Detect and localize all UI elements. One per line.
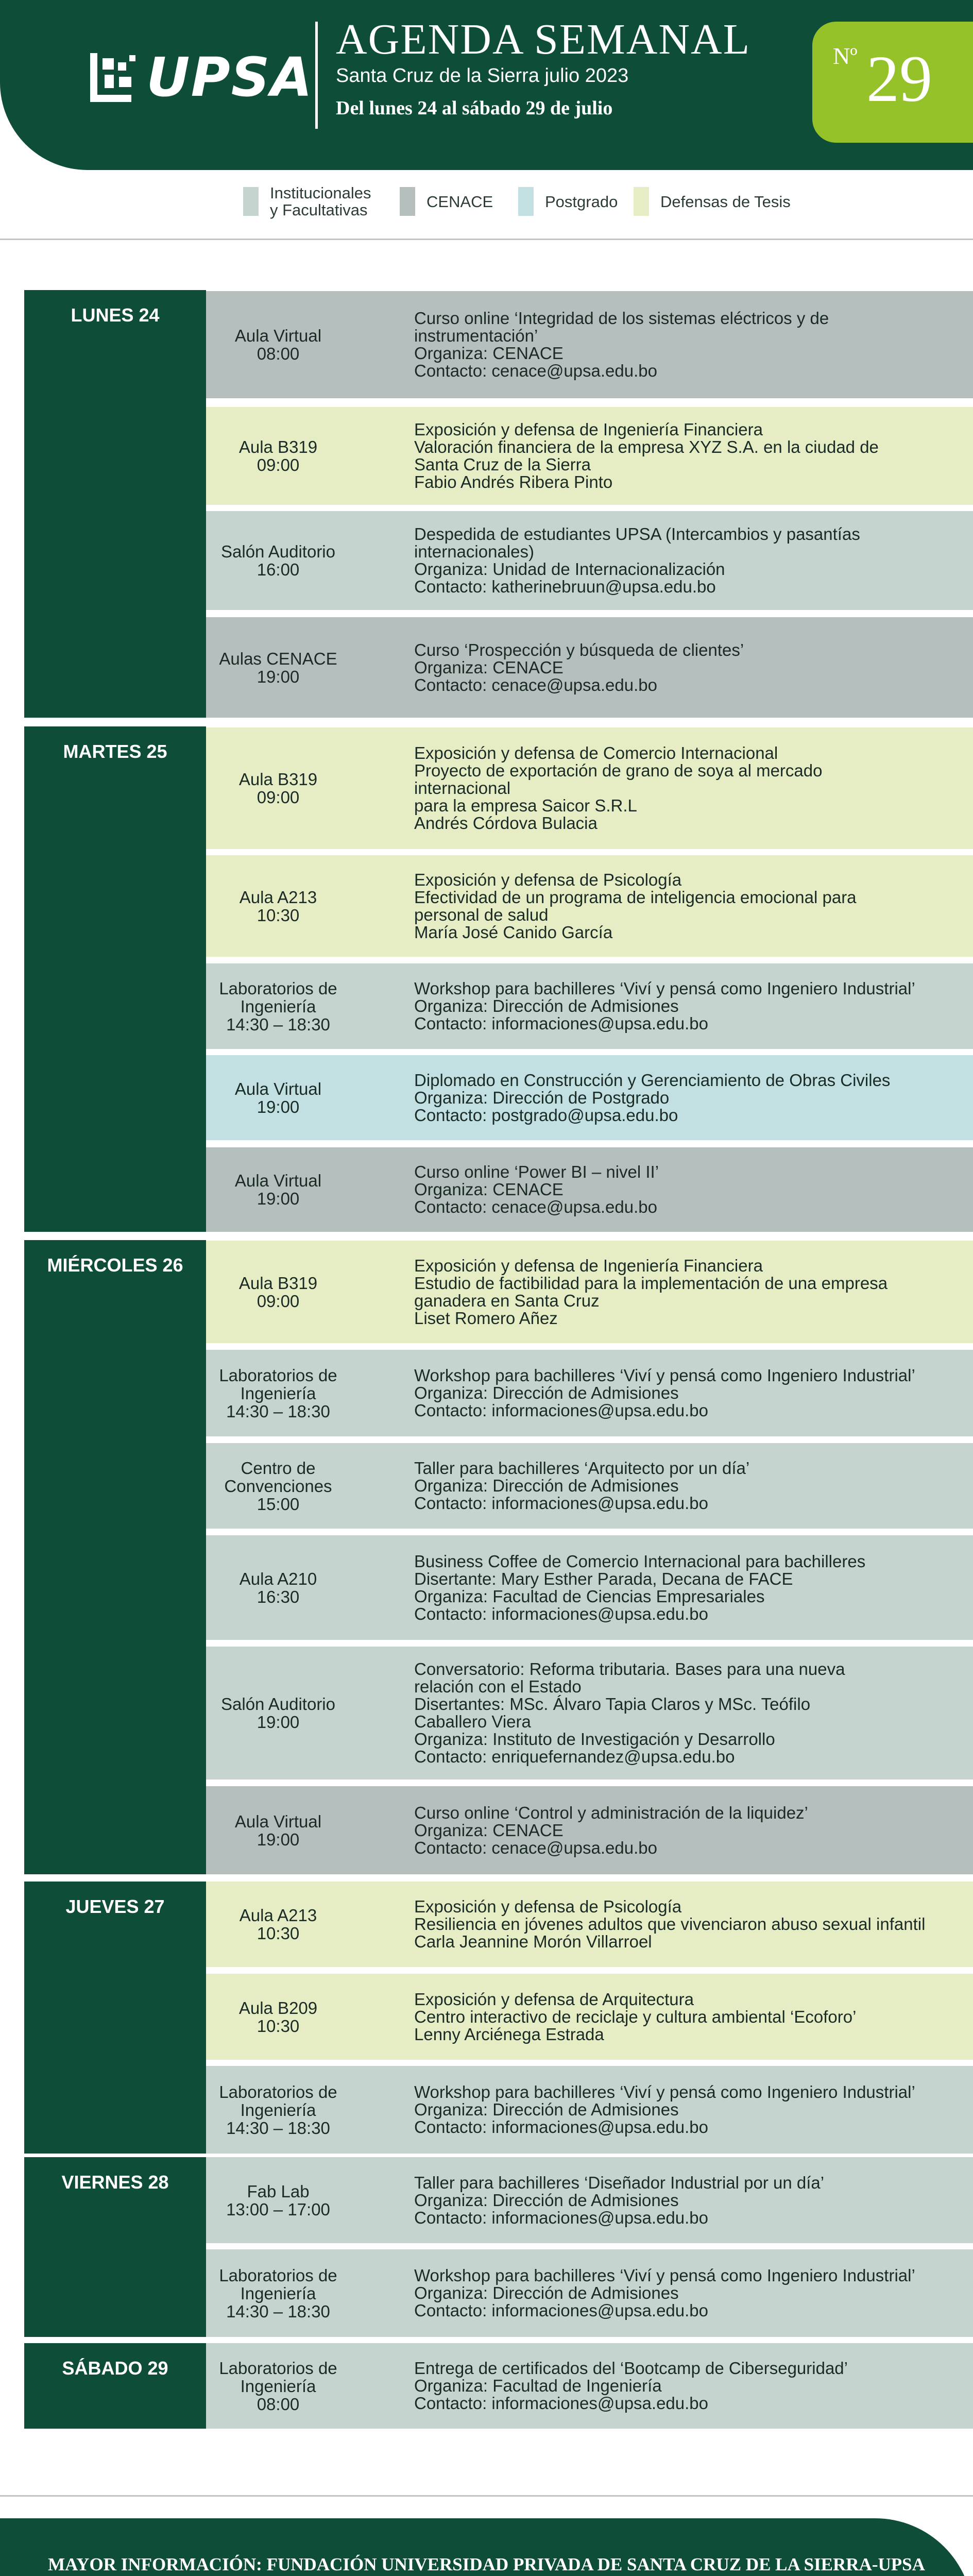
event-description-line: Exposición y defensa de Comercio Internacional xyxy=(414,743,778,762)
legend-label: Defensas de Tesis xyxy=(660,192,791,211)
event-place-line: Ingeniería xyxy=(240,1383,316,1403)
event-description-line: Exposición y defensa de Psicología xyxy=(414,1897,682,1916)
event-description-line: Organiza: Dirección de Admisiones xyxy=(414,2100,679,2119)
event-description xyxy=(414,2343,973,2429)
event-description-line: Organiza: Dirección de Admisiones xyxy=(414,2190,679,2210)
event-description-line: Organiza: CENACE xyxy=(414,344,564,363)
event-place-time xyxy=(206,727,350,849)
legend-item-institucionales xyxy=(243,183,371,219)
event-place-line: Aula B319 xyxy=(238,1273,318,1293)
day-column xyxy=(24,2343,206,2429)
event-place-time xyxy=(206,1535,350,1640)
day-column xyxy=(24,726,206,1232)
day-name: MARTES 25 xyxy=(63,741,167,762)
legend-swatch xyxy=(518,187,534,216)
event-row xyxy=(206,407,973,505)
event-place-line: 15:00 xyxy=(257,1494,300,1514)
event-description-line: instrumentación’ xyxy=(414,326,538,345)
event-description-line: Organiza: Dirección de Admisiones xyxy=(414,2283,679,2302)
event-place-time xyxy=(206,963,350,1049)
event-place-line: 14:30 – 18:30 xyxy=(226,1401,330,1421)
event-description-line: Efectividad de un programa de inteligencia emocional para xyxy=(414,887,857,907)
logo-wordmark: UPSA xyxy=(146,46,314,109)
event-place-line: 08:00 xyxy=(257,344,300,363)
event-description-line: Contacto: cenace@upsa.edu.bo xyxy=(414,361,657,380)
footer-banner xyxy=(0,2518,973,2576)
event-place-line: Aula Virtual xyxy=(234,1811,322,1831)
event-description-line: Organiza: Unidad de Internacionalización xyxy=(414,560,725,579)
day-column xyxy=(24,2157,206,2337)
day-name: VIERNES 28 xyxy=(61,2172,169,2193)
event-row xyxy=(206,1241,973,1343)
event-description-line: Organiza: Facultad de Ciencias Empresariales xyxy=(414,1586,765,1606)
event-description-line: Workshop para bachilleres ‘Viví y pensá como Ingeniero Industrial’ xyxy=(414,1366,915,1385)
event-place-line: Laboratorios de xyxy=(219,978,337,998)
event-description-line: Exposición y defensa de Ingeniería Financiera xyxy=(414,1256,763,1275)
event-description xyxy=(414,2066,973,2154)
event-description-line: Workshop para bachilleres ‘Viví y pensá como Ingeniero Industrial’ xyxy=(414,2082,915,2102)
event-description xyxy=(414,1535,973,1640)
event-description-line: Conversatorio: Reforma tributaria. Bases para una nueva xyxy=(414,1659,845,1679)
event-description-line: Contacto: informaciones@upsa.edu.bo xyxy=(414,2394,709,2413)
event-description-line: Organiza: CENACE xyxy=(414,657,564,677)
page-title: AGENDA SEMANAL xyxy=(336,15,750,63)
event-description-line: Disertantes: MSc. Álvaro Tapia Claros y MSc. Teófilo xyxy=(414,1694,811,1714)
event-description xyxy=(414,1647,973,1780)
event-description xyxy=(414,1443,973,1529)
event-description-line: Exposición y defensa de Arquitectura xyxy=(414,1989,694,2009)
event-description-line: Santa Cruz de la Sierra xyxy=(414,455,591,474)
event-description-line: Contacto: informaciones@upsa.edu.bo xyxy=(414,2301,709,2320)
event-description-line: Caballero Viera xyxy=(414,1712,531,1731)
event-place-time xyxy=(206,2249,350,2337)
event-description xyxy=(414,291,973,398)
event-description xyxy=(414,407,973,505)
event-description-line: Exposición y defensa de Ingeniería Financiera xyxy=(414,420,763,439)
event-place-line: 13:00 – 17:00 xyxy=(226,2199,330,2219)
event-place-line: 19:00 xyxy=(257,1189,300,1208)
legend-label: CENACE xyxy=(426,192,493,211)
event-place-time xyxy=(206,2066,350,2154)
event-place-line: 10:30 xyxy=(257,1924,300,1943)
event-description-line: Workshop para bachilleres ‘Viví y pensá como Ingeniero Industrial’ xyxy=(414,979,915,998)
event-description-line: Organiza: CENACE xyxy=(414,1180,564,1199)
event-description xyxy=(414,1241,973,1343)
event-description-line: Organiza: Dirección de Admisiones xyxy=(414,1476,679,1495)
event-description-line: Organiza: Dirección de Admisiones xyxy=(414,996,679,1015)
event-description-line: Contacto: enriquefernandez@upsa.edu.bo xyxy=(414,1747,735,1766)
event-place-line: 19:00 xyxy=(257,1097,300,1116)
event-description xyxy=(414,1786,973,1874)
event-place-time xyxy=(206,1055,350,1140)
event-place-line: Centro de xyxy=(241,1458,316,1478)
event-description-line: Contacto: cenace@upsa.edu.bo xyxy=(414,675,657,694)
event-place-time xyxy=(206,1647,350,1780)
event-place-time xyxy=(206,1241,350,1343)
event-description-line: Proyecto de exportación de grano de soya al mercado xyxy=(414,761,823,780)
event-row xyxy=(206,1974,973,2060)
issue-number-prefix: Nº xyxy=(833,43,858,69)
event-place-line: 09:00 xyxy=(257,1291,300,1311)
event-place-time xyxy=(206,1147,350,1232)
event-description-line: Contacto: cenace@upsa.edu.bo xyxy=(414,1197,657,1216)
legend-item-cenace xyxy=(400,183,493,219)
event-row xyxy=(206,1786,973,1874)
event-place-line: Ingeniería xyxy=(240,2100,316,2120)
event-description-line: Organiza: Dirección de Postgrado xyxy=(414,1088,670,1107)
legend-label: Institucionales xyxy=(270,184,371,202)
event-description xyxy=(414,1055,973,1140)
category-legend xyxy=(0,183,973,219)
event-place-line: Salón Auditorio xyxy=(221,542,335,561)
date-range: Del lunes 24 al sábado 29 de julio xyxy=(336,97,613,119)
event-row xyxy=(206,291,973,398)
event-place-time xyxy=(206,617,350,718)
event-description-line: Andrés Córdova Bulacia xyxy=(414,814,598,833)
event-place-line: 16:00 xyxy=(257,560,300,579)
legend-swatch xyxy=(634,187,649,216)
event-place-line: Salón Auditorio xyxy=(221,1694,335,1714)
issue-number-badge xyxy=(812,22,973,143)
event-description-line: Contacto: informaciones@upsa.edu.bo xyxy=(414,2208,709,2227)
event-description xyxy=(414,617,973,718)
event-description-line: personal de salud xyxy=(414,905,549,924)
event-description-line: Contacto: informaciones@upsa.edu.bo xyxy=(414,2117,709,2137)
legend-swatch xyxy=(400,187,415,216)
day-name: MIÉRCOLES 26 xyxy=(47,1255,183,1276)
event-description-line: Organiza: Dirección de Admisiones xyxy=(414,1383,679,1402)
event-place-time xyxy=(206,1350,350,1436)
event-place-line: Aula A213 xyxy=(239,887,317,907)
event-row xyxy=(206,727,973,849)
event-description-line: Workshop para bachilleres ‘Viví y pensá como Ingeniero Industrial’ xyxy=(414,2266,915,2285)
event-place-time xyxy=(206,1786,350,1874)
event-row xyxy=(206,617,973,718)
event-description-line: Centro interactivo de reciclaje y cultura ambiental ‘Ecoforo’ xyxy=(414,2007,857,2026)
event-description-line: María José Canido García xyxy=(414,922,613,942)
event-place-time xyxy=(206,1882,350,1967)
event-place-line: Aula B319 xyxy=(238,437,318,456)
event-description-line: Taller para bachilleres ‘Arquitecto por un día’ xyxy=(414,1459,750,1478)
event-description xyxy=(414,855,973,957)
event-description-line: Despedida de estudiantes UPSA (Intercambios y pasantías xyxy=(414,524,860,544)
upsa-logo xyxy=(90,46,314,109)
event-description-line: Business Coffee de Comercio Internacional para bachilleres xyxy=(414,1551,866,1571)
day-name: SÁBADO 29 xyxy=(62,2358,168,2379)
event-description-line: relación con el Estado xyxy=(414,1677,582,1696)
event-place-line: 19:00 xyxy=(257,1829,300,1849)
event-place-line: 14:30 – 18:30 xyxy=(226,2301,330,2321)
event-place-line: 08:00 xyxy=(257,2394,300,2414)
event-description-line: ganadera en Santa Cruz xyxy=(414,1291,600,1310)
event-description xyxy=(414,2157,973,2243)
footer-divider-line xyxy=(0,2495,973,2497)
event-description xyxy=(414,2249,973,2337)
event-place-line: Aula Virtual xyxy=(234,1079,322,1098)
page-subtitle: Santa Cruz de la Sierra julio 2023 xyxy=(336,65,629,87)
event-description-line: Diplomado en Construcción y Gerenciamiento de Obras Civiles xyxy=(414,1070,891,1090)
event-description-line: Valoración financiera de la empresa XYZ S.A. en la ciudad de xyxy=(414,437,879,456)
event-place-time xyxy=(206,2343,350,2429)
event-description xyxy=(414,1147,973,1232)
event-place-time xyxy=(206,855,350,957)
event-description-line: Organiza: Facultad de Ingeniería xyxy=(414,2376,662,2395)
day-name: JUEVES 27 xyxy=(65,1896,165,1917)
event-place-line: Laboratorios de xyxy=(219,2265,337,2285)
event-description-line: Entrega de certificados del ‘Bootcamp de Ciberseguridad’ xyxy=(414,2359,848,2378)
header-divider-line xyxy=(0,239,973,240)
event-row xyxy=(206,1055,973,1140)
event-description xyxy=(414,727,973,849)
event-description xyxy=(414,1974,973,2060)
event-description-line: Carla Jeannine Morón Villarroel xyxy=(414,1932,652,1951)
event-place-line: Ingeniería xyxy=(240,996,316,1016)
event-description-line: Curso online ‘Integridad de los sistemas eléctricos y de xyxy=(414,309,829,328)
event-row xyxy=(206,511,973,610)
event-description-line: Contacto: postgrado@upsa.edu.bo xyxy=(414,1105,678,1125)
day-column xyxy=(24,1882,206,2154)
legend-item-defensas xyxy=(634,183,791,219)
event-description-line: internacional xyxy=(414,778,511,798)
upsa-emblem-icon xyxy=(90,53,139,102)
event-place-line: Aulas CENACE xyxy=(219,649,337,668)
event-description-line: Contacto: informaciones@upsa.edu.bo xyxy=(414,1604,709,1623)
event-description-line: Curso online ‘Power BI – nivel II’ xyxy=(414,1162,659,1181)
header-divider xyxy=(315,22,318,129)
event-place-line: Aula B209 xyxy=(238,1998,318,2018)
event-place-line: 09:00 xyxy=(257,788,300,807)
event-description xyxy=(414,1350,973,1436)
day-name: LUNES 24 xyxy=(71,304,160,326)
event-place-line: 14:30 – 18:30 xyxy=(226,1014,330,1034)
issue-number: 29 xyxy=(866,42,932,115)
event-place-line: Laboratorios de xyxy=(219,1365,337,1385)
event-description-line: Contacto: katherinebruun@upsa.edu.bo xyxy=(414,577,716,596)
event-place-line: 14:30 – 18:30 xyxy=(226,2118,330,2138)
event-description-line: Contacto: informaciones@upsa.edu.bo xyxy=(414,1401,709,1420)
event-row xyxy=(206,963,973,1049)
event-place-line: 09:00 xyxy=(257,455,300,474)
event-place-line: Fab Lab xyxy=(247,2181,310,2201)
event-description-line: Disertante: Mary Esther Parada, Decana de FACE xyxy=(414,1569,793,1588)
event-description-line: Liset Romero Añez xyxy=(414,1308,558,1328)
event-place-time xyxy=(206,511,350,610)
event-description-line: Contacto: informaciones@upsa.edu.bo xyxy=(414,1014,709,1033)
event-place-line: 19:00 xyxy=(257,667,300,686)
event-place-line: Aula A213 xyxy=(239,1906,317,1925)
event-place-line: 16:30 xyxy=(257,1587,300,1606)
event-row xyxy=(206,2066,973,2154)
event-description-line: Curso ‘Prospección y búsqueda de clientes’ xyxy=(414,640,744,659)
event-description xyxy=(414,1882,973,1967)
day-column xyxy=(24,290,206,718)
event-place-line: Convenciones xyxy=(224,1476,332,1496)
event-description-line: Organiza: CENACE xyxy=(414,1820,564,1840)
event-description-line: Fabio Andrés Ribera Pinto xyxy=(414,472,613,492)
event-description-line: Estudio de factibilidad para la implementación de una empresa xyxy=(414,1273,888,1293)
event-description-line: Curso online ‘Control y administración de la liquidez’ xyxy=(414,1803,808,1822)
event-row xyxy=(206,855,973,957)
legend-label: Postgrado xyxy=(545,192,618,211)
event-place-line: 10:30 xyxy=(257,2016,300,2036)
event-row xyxy=(206,1350,973,1436)
event-row xyxy=(206,1443,973,1529)
event-description-line: internacionales) xyxy=(414,542,534,561)
legend-item-postgrado xyxy=(518,183,618,219)
event-description-line: Organiza: Instituto de Investigación y Desarrollo xyxy=(414,1730,775,1749)
event-row xyxy=(206,1535,973,1640)
event-description-line: Taller para bachilleres ‘Diseñador Industrial por un día’ xyxy=(414,2173,825,2192)
event-row xyxy=(206,2249,973,2337)
event-description-line: Resiliencia en jóvenes adultos que vivenciaron abuso sexual infantil xyxy=(414,1914,926,1934)
event-description-line: Exposición y defensa de Psicología xyxy=(414,870,682,889)
day-column xyxy=(24,1240,206,1874)
event-place-time xyxy=(206,291,350,398)
event-place-line: Aula Virtual xyxy=(234,1171,322,1190)
event-place-line: Aula Virtual xyxy=(234,326,322,345)
event-description xyxy=(414,963,973,1049)
event-row xyxy=(206,2343,973,2429)
event-description-line: Contacto: cenace@upsa.edu.bo xyxy=(414,1838,657,1857)
event-place-time xyxy=(206,407,350,505)
event-place-time xyxy=(206,2157,350,2243)
legend-label: y Facultativas xyxy=(270,201,368,219)
event-row xyxy=(206,1147,973,1232)
event-description xyxy=(414,511,973,610)
event-place-line: 19:00 xyxy=(257,1713,300,1732)
event-place-line: Laboratorios de xyxy=(219,2358,337,2378)
event-place-line: Ingeniería xyxy=(240,2283,316,2303)
event-row xyxy=(206,1882,973,1967)
event-row xyxy=(206,2157,973,2243)
footer-info-title: MAYOR INFORMACIÓN: FUNDACIÓN UNIVERSIDAD PRIVADA DE SANTA CRUZ DE LA SIERRA-UPSA xyxy=(48,2554,925,2574)
event-description-line: para la empresa Saicor S.R.L xyxy=(414,796,637,815)
legend-swatch xyxy=(243,187,259,216)
event-place-time xyxy=(206,1443,350,1529)
event-place-time xyxy=(206,1974,350,2060)
event-description-line: Contacto: informaciones@upsa.edu.bo xyxy=(414,1494,709,1513)
event-place-line: Aula B319 xyxy=(238,770,318,789)
event-description-line: Lenny Arciénega Estrada xyxy=(414,2024,604,2044)
event-place-line: Laboratorios de xyxy=(219,2082,337,2102)
event-place-line: Aula A210 xyxy=(239,1569,317,1588)
event-place-line: Ingeniería xyxy=(240,2376,316,2396)
event-place-line: 10:30 xyxy=(257,905,300,925)
event-row xyxy=(206,1647,973,1780)
